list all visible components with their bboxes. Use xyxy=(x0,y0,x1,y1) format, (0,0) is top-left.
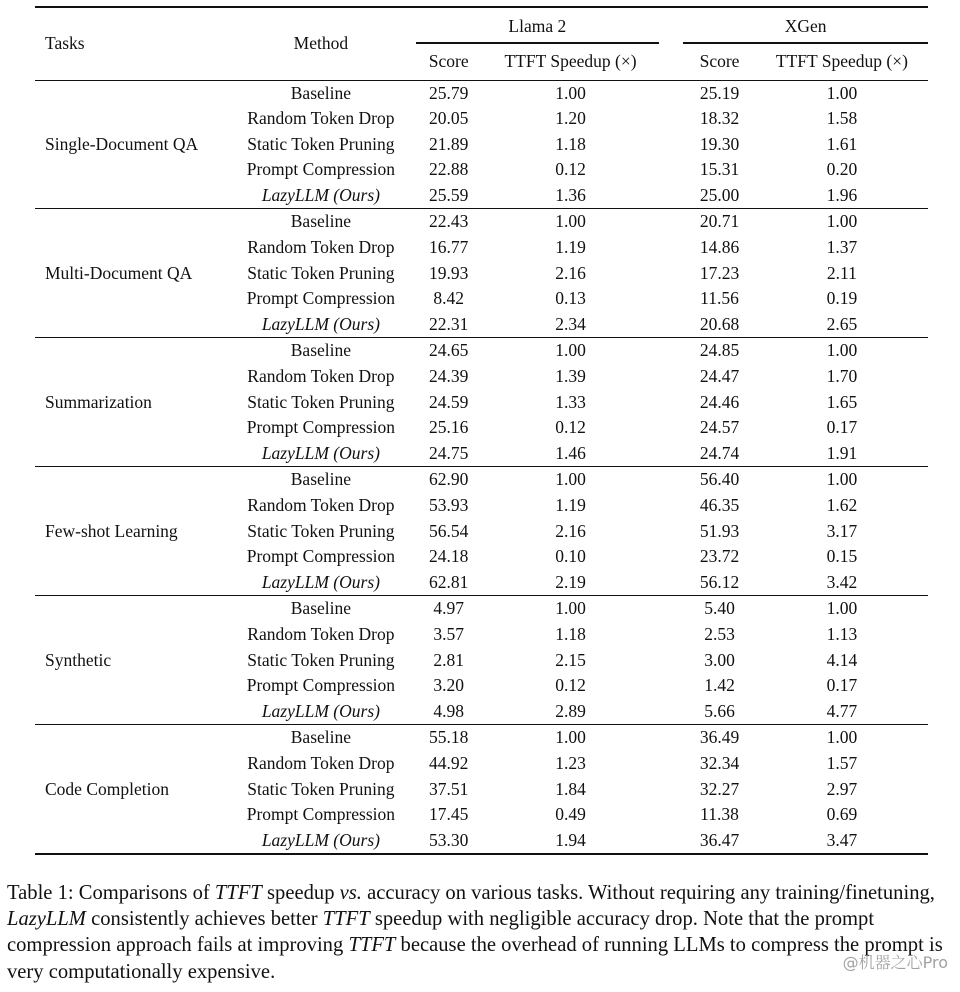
column-gap xyxy=(659,364,683,390)
method-name: Baseline xyxy=(290,469,352,490)
value-x-score: 17.23 xyxy=(699,262,740,283)
table-row xyxy=(35,467,928,493)
value-l-ttft: 1.00 xyxy=(555,340,586,361)
value-l-ttft: 1.20 xyxy=(555,108,586,129)
value-l-score: 4.98 xyxy=(416,699,482,725)
column-gap xyxy=(659,441,683,467)
value-l-ttft: 1.39 xyxy=(555,366,586,387)
column-gap xyxy=(659,596,683,622)
value-x-ttft: 1.00 xyxy=(826,727,858,748)
task-name: Few-shot Learning xyxy=(35,467,226,596)
column-gap xyxy=(659,390,683,416)
method-name: Prompt Compression xyxy=(246,546,396,567)
method-name: Prompt Compression xyxy=(246,804,396,825)
value-x-ttft: 1.61 xyxy=(826,133,858,154)
column-gap xyxy=(659,493,683,519)
value-x-score: 14.86 xyxy=(699,237,740,258)
column-gap xyxy=(659,725,683,751)
value-l-ttft: 0.12 xyxy=(555,159,586,180)
method-name: LazyLLM (Ours) xyxy=(226,441,415,467)
value-x-ttft: 1.58 xyxy=(826,108,858,129)
method-name: Prompt Compression xyxy=(246,159,396,180)
value-l-ttft: 0.49 xyxy=(555,804,586,825)
value-x-ttft: 1.57 xyxy=(826,752,858,773)
method-name: Prompt Compression xyxy=(246,417,396,438)
caption-italic-1: TTFT xyxy=(214,882,262,904)
value-l-score: 55.18 xyxy=(429,727,469,748)
table-row xyxy=(35,80,928,106)
value-x-score: 3.00 xyxy=(704,649,735,670)
results-table-container xyxy=(35,6,928,855)
value-x-ttft: 0.69 xyxy=(826,804,858,825)
value-x-score: 24.74 xyxy=(683,441,755,467)
value-l-ttft: 0.13 xyxy=(555,288,586,309)
value-x-score: 51.93 xyxy=(699,520,740,541)
task-name: Summarization xyxy=(35,338,226,467)
value-x-ttft: 0.17 xyxy=(826,675,858,696)
value-x-ttft: 1.62 xyxy=(826,495,858,515)
value-l-ttft: 1.46 xyxy=(482,441,659,467)
column-gap xyxy=(659,132,683,158)
table-row xyxy=(35,209,928,235)
table-caption xyxy=(7,880,957,985)
column-gap xyxy=(659,261,683,287)
method-name: Baseline xyxy=(290,82,352,103)
value-x-score: 25.00 xyxy=(683,183,755,209)
value-l-score: 2.81 xyxy=(433,649,465,670)
value-l-ttft: 1.00 xyxy=(555,82,586,103)
value-x-score: 23.72 xyxy=(699,546,740,567)
method-name: Random Token Drop xyxy=(247,623,395,644)
value-x-score: 56.40 xyxy=(699,469,740,490)
caption-italic-4: TTFT xyxy=(322,908,370,931)
caption-text-5: speedup with negligible accuracy drop. Note that the prompt compression approach fails at improving xyxy=(7,908,875,957)
method-name: Baseline xyxy=(290,598,352,619)
value-x-ttft: 3.47 xyxy=(756,828,928,855)
method-name: LazyLLM (Ours) xyxy=(226,570,415,596)
value-l-score: 24.39 xyxy=(429,366,469,387)
value-l-score: 24.18 xyxy=(429,546,469,567)
value-l-ttft: 1.18 xyxy=(555,133,586,154)
value-l-ttft: 2.16 xyxy=(555,520,586,541)
header-tasks: Tasks xyxy=(35,7,226,80)
value-x-score: 56.12 xyxy=(683,570,755,596)
value-x-score: 19.30 xyxy=(699,133,740,154)
value-x-score: 36.49 xyxy=(699,727,740,748)
task-name: Synthetic xyxy=(35,596,226,725)
value-x-ttft: 2.11 xyxy=(826,262,857,283)
value-l-score: 19.93 xyxy=(429,262,469,283)
column-gap xyxy=(659,183,683,209)
caption-text-4: consistently achieves better xyxy=(85,908,323,931)
method-name: Static Token Pruning xyxy=(247,262,395,283)
table-row xyxy=(35,596,928,622)
value-x-score: 11.38 xyxy=(700,804,739,825)
header-method: Method xyxy=(226,7,415,80)
column-gap xyxy=(659,106,683,132)
value-l-ttft: 2.19 xyxy=(482,570,659,596)
method-name: Baseline xyxy=(290,340,352,361)
value-x-ttft: 2.65 xyxy=(756,312,928,338)
value-x-ttft: 3.17 xyxy=(826,520,858,541)
method-name: LazyLLM (Ours) xyxy=(226,183,415,209)
value-l-score: 21.89 xyxy=(429,133,469,154)
column-gap xyxy=(659,648,683,674)
value-x-ttft: 4.77 xyxy=(756,699,928,725)
value-x-ttft: 0.19 xyxy=(826,288,858,309)
value-l-ttft: 1.33 xyxy=(555,391,586,412)
method-name: LazyLLM (Ours) xyxy=(226,828,415,855)
value-l-score: 20.05 xyxy=(429,108,469,129)
value-x-score: 25.19 xyxy=(699,82,740,103)
value-l-ttft: 1.36 xyxy=(482,183,659,209)
value-x-ttft: 2.97 xyxy=(826,778,858,799)
column-gap xyxy=(659,80,683,106)
value-l-score: 53.93 xyxy=(429,495,469,515)
column-gap xyxy=(659,312,683,338)
value-x-score: 1.42 xyxy=(704,675,735,696)
caption-text-3: accuracy on various tasks. Without requiring any training/finetuning, xyxy=(361,882,935,904)
value-l-score: 25.16 xyxy=(429,417,469,438)
value-x-score: 24.85 xyxy=(699,340,740,361)
header-model-llama2-label: Llama 2 xyxy=(508,16,567,36)
column-gap xyxy=(659,751,683,777)
value-l-score: 24.59 xyxy=(429,391,469,412)
value-x-ttft: 1.70 xyxy=(826,366,858,387)
column-gap xyxy=(659,828,683,855)
column-gap xyxy=(659,286,683,312)
value-x-score: 20.71 xyxy=(699,211,740,232)
value-x-score: 24.57 xyxy=(699,417,740,438)
value-x-ttft: 1.00 xyxy=(826,469,858,490)
method-name: Random Token Drop xyxy=(247,237,395,258)
header-model-xgen xyxy=(683,7,928,44)
value-x-ttft: 1.00 xyxy=(826,211,858,232)
value-l-ttft: 1.00 xyxy=(555,598,586,619)
value-x-score: 24.47 xyxy=(699,366,740,387)
value-x-score: 32.27 xyxy=(699,778,740,799)
method-name: LazyLLM (Ours) xyxy=(226,699,415,725)
value-x-score: 18.32 xyxy=(699,108,740,129)
caption-text-1: Comparisons of xyxy=(73,882,215,904)
results-table xyxy=(35,6,928,855)
value-l-score: 22.31 xyxy=(416,312,482,338)
column-gap xyxy=(659,209,683,235)
value-l-score: 37.51 xyxy=(429,778,469,799)
value-l-score: 4.97 xyxy=(433,598,465,619)
header-gap-2 xyxy=(659,44,683,80)
value-l-score: 3.20 xyxy=(433,675,465,696)
value-x-score: 36.47 xyxy=(683,828,755,855)
method-name: Baseline xyxy=(290,211,352,232)
value-l-ttft: 1.84 xyxy=(555,778,586,799)
header-gap xyxy=(659,7,683,44)
caption-italic-3: LazyLLM xyxy=(7,908,86,931)
value-l-ttft: 2.15 xyxy=(555,649,586,670)
method-name: Random Token Drop xyxy=(247,752,395,773)
value-x-score: 5.66 xyxy=(683,699,755,725)
value-x-ttft: 0.15 xyxy=(826,546,858,567)
column-gap xyxy=(659,415,683,441)
method-name: Prompt Compression xyxy=(246,288,396,309)
value-l-ttft: 1.23 xyxy=(555,752,586,773)
header-rule-xgen xyxy=(683,42,928,44)
header-xgen-score: Score xyxy=(683,44,755,80)
value-x-ttft: 1.00 xyxy=(826,598,858,619)
table-body xyxy=(35,80,928,854)
column-gap xyxy=(659,519,683,545)
value-l-ttft: 2.89 xyxy=(482,699,659,725)
column-gap xyxy=(659,544,683,570)
column-gap xyxy=(659,467,683,493)
method-name: Random Token Drop xyxy=(247,108,395,129)
column-gap xyxy=(659,570,683,596)
value-l-ttft: 1.00 xyxy=(555,211,586,232)
value-l-ttft: 1.00 xyxy=(555,469,586,490)
value-l-ttft: 1.94 xyxy=(482,828,659,855)
value-x-score: 5.40 xyxy=(704,598,735,619)
task-name: Code Completion xyxy=(35,725,226,854)
value-l-ttft: 0.12 xyxy=(555,675,586,696)
column-gap xyxy=(659,802,683,828)
value-x-score: 46.35 xyxy=(699,495,740,515)
value-x-score: 2.53 xyxy=(704,623,735,644)
column-gap xyxy=(659,157,683,183)
caption-label: Table 1: xyxy=(7,882,74,904)
method-name: LazyLLM (Ours) xyxy=(226,312,415,338)
value-l-score: 24.65 xyxy=(429,340,469,361)
value-l-ttft: 0.12 xyxy=(555,417,586,438)
value-x-ttft: 0.20 xyxy=(826,159,858,180)
column-gap xyxy=(659,673,683,699)
value-x-ttft: 1.37 xyxy=(826,237,858,258)
value-x-ttft: 0.17 xyxy=(826,417,858,438)
header-xgen-ttft: TTFT Speedup (×) xyxy=(756,44,928,80)
value-l-score: 53.30 xyxy=(416,828,482,855)
header-model-llama2 xyxy=(416,7,660,44)
method-name: Random Token Drop xyxy=(247,495,395,515)
method-name: Static Token Pruning xyxy=(247,520,395,541)
header-rule-llama2 xyxy=(416,42,660,44)
watermark: @机器之心Pro xyxy=(842,953,948,972)
column-gap xyxy=(659,777,683,803)
header-llama2-score: Score xyxy=(416,44,482,80)
value-x-score: 24.46 xyxy=(699,391,740,412)
method-name: Baseline xyxy=(290,727,352,748)
value-l-score: 16.77 xyxy=(429,237,469,258)
value-x-ttft: 1.00 xyxy=(826,82,858,103)
method-name: Random Token Drop xyxy=(247,366,395,387)
column-gap xyxy=(659,235,683,261)
value-x-score: 20.68 xyxy=(683,312,755,338)
value-l-score: 24.75 xyxy=(416,441,482,467)
value-x-ttft: 1.91 xyxy=(756,441,928,467)
value-x-score: 11.56 xyxy=(700,288,739,309)
value-l-ttft: 2.34 xyxy=(482,312,659,338)
value-l-ttft: 1.19 xyxy=(555,495,586,515)
value-l-score: 8.42 xyxy=(433,288,465,309)
value-x-ttft: 1.00 xyxy=(826,340,858,361)
table-row xyxy=(35,338,928,364)
value-l-score: 56.54 xyxy=(429,520,469,541)
table-header xyxy=(35,7,928,80)
value-x-ttft: 4.14 xyxy=(826,649,858,670)
column-gap xyxy=(659,699,683,725)
method-name: Static Token Pruning xyxy=(247,133,395,154)
table-row xyxy=(35,725,928,751)
value-x-score: 15.31 xyxy=(699,159,740,180)
value-l-score: 25.59 xyxy=(416,183,482,209)
caption-text-2: speedup xyxy=(261,882,340,904)
column-gap xyxy=(659,622,683,648)
method-name: Static Token Pruning xyxy=(247,391,395,412)
value-x-score: 32.34 xyxy=(699,752,740,773)
value-l-ttft: 0.10 xyxy=(555,546,586,567)
header-llama2-ttft: TTFT Speedup (×) xyxy=(482,44,659,80)
value-x-ttft: 1.65 xyxy=(826,391,858,412)
value-l-ttft: 2.16 xyxy=(555,262,586,283)
column-gap xyxy=(659,338,683,364)
value-l-ttft: 1.00 xyxy=(555,727,586,748)
caption-italic-5: TTFT xyxy=(348,934,396,957)
value-x-ttft: 1.96 xyxy=(756,183,928,209)
caption-italic-2: vs. xyxy=(339,882,362,904)
method-name: Prompt Compression xyxy=(246,675,396,696)
method-name: Static Token Pruning xyxy=(247,649,395,670)
value-l-score: 62.81 xyxy=(416,570,482,596)
value-x-ttft: 1.13 xyxy=(826,623,858,644)
value-l-score: 22.88 xyxy=(429,159,469,180)
task-name: Single-Document QA xyxy=(35,80,226,209)
value-l-score: 22.43 xyxy=(429,211,469,232)
value-l-score: 44.92 xyxy=(429,752,469,773)
value-l-ttft: 1.18 xyxy=(555,623,586,644)
method-name: Static Token Pruning xyxy=(247,778,395,799)
value-l-score: 17.45 xyxy=(429,804,469,825)
value-l-score: 62.90 xyxy=(429,469,469,490)
value-l-score: 3.57 xyxy=(433,623,465,644)
header-model-xgen-label: XGen xyxy=(784,16,827,36)
task-name: Multi-Document QA xyxy=(35,209,226,338)
caption-text-6: because the overhead of running LLMs to compress the prompt is very computationally expensive. xyxy=(7,934,943,983)
value-l-ttft: 1.19 xyxy=(555,237,586,258)
value-x-ttft: 3.42 xyxy=(756,570,928,596)
value-l-score: 25.79 xyxy=(429,82,469,103)
